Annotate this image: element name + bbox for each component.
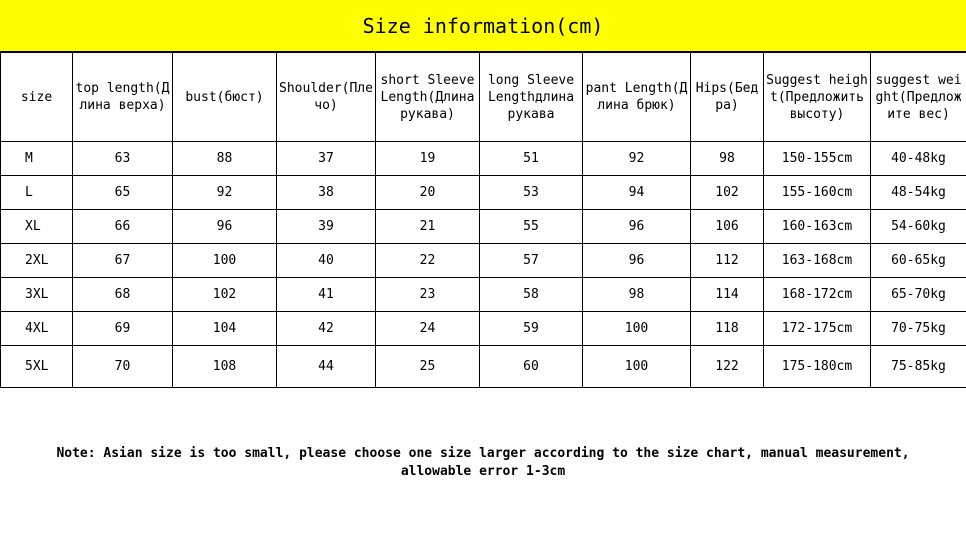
table-cell: 94 (583, 176, 691, 210)
table-cell: 160-163cm (764, 210, 871, 244)
table-row (1, 312, 966, 346)
size-label: L (1, 176, 73, 210)
table-cell: 100 (173, 244, 277, 278)
table-cell: 96 (173, 210, 277, 244)
table-cell: 102 (691, 176, 764, 210)
table-cell: 155-160cm (764, 176, 871, 210)
size-label: XL (1, 210, 73, 244)
size-label: 2XL (1, 244, 73, 278)
size-label: M (1, 142, 73, 176)
table-cell: 58 (480, 278, 583, 312)
table-row (1, 176, 966, 210)
table-cell: 98 (583, 278, 691, 312)
table-cell: 59 (480, 312, 583, 346)
table-cell: 68 (73, 278, 173, 312)
column-header: long Sleeve Lengthдлина рукава (480, 53, 583, 142)
table-cell: 40 (277, 244, 376, 278)
table-cell: 150-155cm (764, 142, 871, 176)
table-cell: 51 (480, 142, 583, 176)
column-header: suggest weight(Предложите вес) (871, 53, 966, 142)
table-cell: 37 (277, 142, 376, 176)
column-header: Hips(Бедра) (691, 53, 764, 142)
table-cell: 114 (691, 278, 764, 312)
column-header: Shoulder(Плечо) (277, 53, 376, 142)
table-cell: 92 (583, 142, 691, 176)
table-cell: 38 (277, 176, 376, 210)
size-label: 3XL (1, 278, 73, 312)
table-cell: 67 (73, 244, 173, 278)
table-cell: 75-85kg (871, 346, 966, 388)
table-cell: 39 (277, 210, 376, 244)
table-cell: 42 (277, 312, 376, 346)
chart-title: Size information(cm) (0, 0, 966, 52)
table-cell: 53 (480, 176, 583, 210)
table-cell: 23 (376, 278, 480, 312)
table-cell: 44 (277, 346, 376, 388)
table-cell: 20 (376, 176, 480, 210)
table-cell: 175-180cm (764, 346, 871, 388)
column-header: pant Length(Длина брюк) (583, 53, 691, 142)
table-cell: 163-168cm (764, 244, 871, 278)
column-header: size (1, 53, 73, 142)
table-cell: 96 (583, 244, 691, 278)
table-cell: 106 (691, 210, 764, 244)
table-cell: 66 (73, 210, 173, 244)
table-cell: 40-48kg (871, 142, 966, 176)
table-cell: 21 (376, 210, 480, 244)
table-cell: 100 (583, 346, 691, 388)
table-cell: 69 (73, 312, 173, 346)
table-cell: 25 (376, 346, 480, 388)
table-cell: 112 (691, 244, 764, 278)
table-cell: 57 (480, 244, 583, 278)
table-row (1, 142, 966, 176)
note-text: Note: Asian size is too small, please choose one size larger according to the size chart, manual measurement, allowable error 1-3cm (56, 446, 910, 479)
table-cell: 102 (173, 278, 277, 312)
table-row (1, 244, 966, 278)
table-cell: 168-172cm (764, 278, 871, 312)
table-row (1, 210, 966, 244)
table-cell: 88 (173, 142, 277, 176)
table-cell: 48-54kg (871, 176, 966, 210)
table-cell: 70-75kg (871, 312, 966, 346)
table-cell: 100 (583, 312, 691, 346)
table-cell: 104 (173, 312, 277, 346)
table-cell: 60-65kg (871, 244, 966, 278)
table-cell: 118 (691, 312, 764, 346)
table-cell: 70 (73, 346, 173, 388)
table-cell: 108 (173, 346, 277, 388)
column-header: top length(Длина верха) (73, 53, 173, 142)
table-row (1, 346, 966, 388)
table-cell: 41 (277, 278, 376, 312)
header-row (1, 53, 966, 142)
table-cell: 98 (691, 142, 764, 176)
size-label: 4XL (1, 312, 73, 346)
note-area (0, 388, 966, 550)
table-cell: 60 (480, 346, 583, 388)
size-table (0, 52, 966, 388)
table-cell: 65-70kg (871, 278, 966, 312)
table-cell: 24 (376, 312, 480, 346)
table-cell: 55 (480, 210, 583, 244)
table-cell: 22 (376, 244, 480, 278)
table-cell: 54-60kg (871, 210, 966, 244)
table-row (1, 278, 966, 312)
table-cell: 63 (73, 142, 173, 176)
size-label: 5XL (1, 346, 73, 388)
table-cell: 122 (691, 346, 764, 388)
table-cell: 172-175cm (764, 312, 871, 346)
column-header: Suggest height(Предложить высоту) (764, 53, 871, 142)
table-cell: 65 (73, 176, 173, 210)
table-cell: 19 (376, 142, 480, 176)
column-header: bust(бюст) (173, 53, 277, 142)
table-cell: 96 (583, 210, 691, 244)
table-cell: 92 (173, 176, 277, 210)
column-header: short Sleeve Length(Длина рукава) (376, 53, 480, 142)
